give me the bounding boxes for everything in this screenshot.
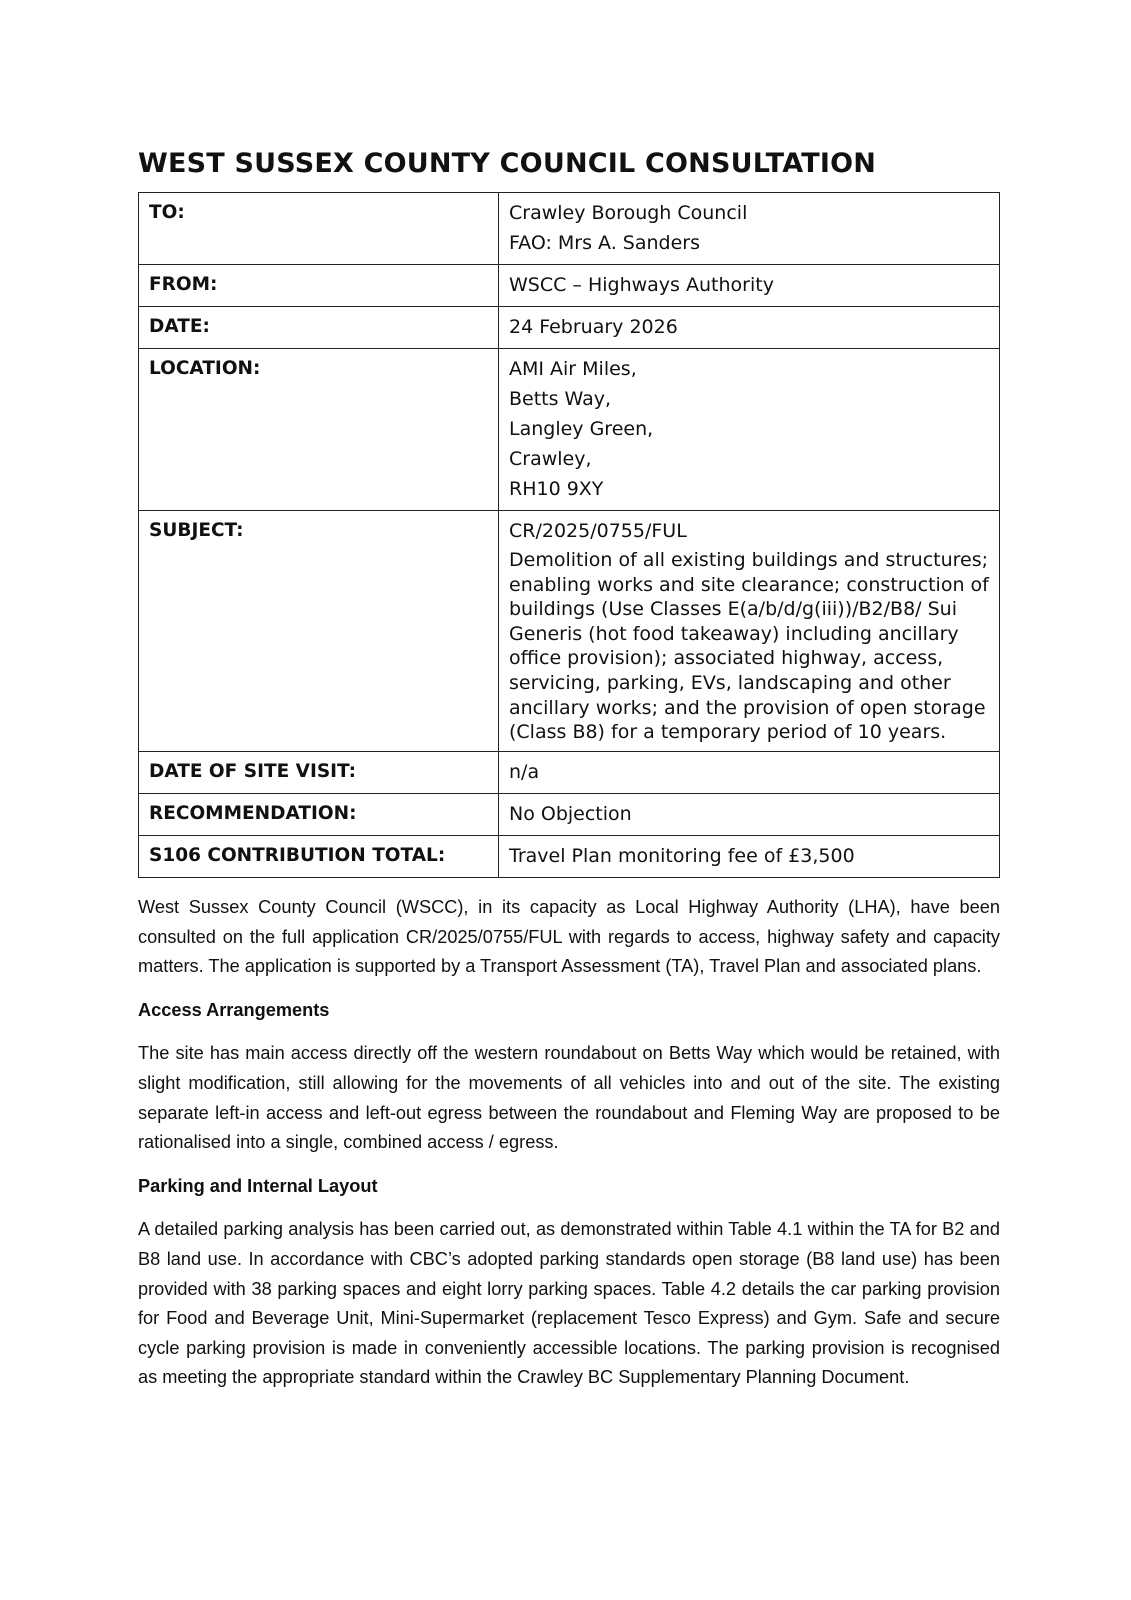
parking-heading: Parking and Internal Layout [138,1175,378,1196]
s106-label: S106 CONTRIBUTION TOTAL: [139,835,499,877]
from-label: FROM: [139,265,499,307]
location-line: Langley Green, [509,418,654,440]
parking-paragraph: A detailed parking analysis has been carried out, as demonstrated within Table 4.1 within the TA for B2 and B8 land use. In accordance with CBC’s adopted parking standards open storage (B8 land use) has been provided with 38 parking spaces and eight lorry parking spaces. Table 4.2 details the car parking provision for Food and Beverage Unit, Mini-Supermarket (replacement Tesco Express) and Gym. Safe and secure cycle parking provision is made in conveniently accessible locations. The parking provision is recognised as meeting the appropriate standard within the Crawley BC Supplementary Planning Document. [138,1219,1000,1388]
to-line: FAO: Mrs A. Sanders [509,232,701,254]
table-row-recommendation [139,793,1000,835]
date-label: DATE: [139,307,499,349]
to-value [499,193,1000,265]
recommendation-value: No Objection [499,793,1000,835]
intro-paragraph: West Sussex County Council (WSCC), in its capacity as Local Highway Authority (LHA), have been consulted on the full application CR/2025/0755/FUL with regards to access, highway safety and capacity matters. The application is supported by a Transport Assessment (TA), Travel Plan and associated plans. [138,897,1000,977]
subject-description: Demolition of all existing buildings and structures; enabling works and site clearance; construction of buildings (Use Classes E(a/b/d/g(iii))/B2/B8/ Sui Generis (hot food takeaway) including ancillary office provision); associated highway, access, servicing, parking, EVs, landscaping and other ancillary works; and the provision of open storage (Class B8) for a temporary period of 10 years. [509,549,989,744]
table-row-location [139,349,1000,511]
table-row-to [139,193,1000,265]
table-row-date [139,307,1000,349]
page-title: WEST SUSSEX COUNTY COUNCIL CONSULTATION [138,148,877,179]
location-label: LOCATION: [139,349,499,511]
s106-value: Travel Plan monitoring fee of £3,500 [499,835,1000,877]
to-label: TO: [139,193,499,265]
subject-value [499,511,1000,752]
table-row-from [139,265,1000,307]
table-row-s106 [139,835,1000,877]
site-visit-value: n/a [499,751,1000,793]
recommendation-label: RECOMMENDATION: [139,793,499,835]
access-heading: Access Arrangements [138,999,330,1020]
location-line: Crawley, [509,448,592,470]
location-line: AMI Air Miles, [509,358,637,380]
consultation-body [138,893,1000,1407]
table-row-site-visit [139,751,1000,793]
from-value: WSCC – Highways Authority [499,265,1000,307]
location-value [499,349,1000,511]
location-line: RH10 9XY [509,478,604,500]
subject-label: SUBJECT: [139,511,499,752]
date-value: 24 February 2026 [499,307,1000,349]
access-paragraph: The site has main access directly off the western roundabout on Betts Way which would be retained, with slight modification, still allowing for the movements of all vehicles into and out of the site. The existing separate left-in access and left-out egress between the roundabout and Fleming Way are proposed to be rationalised into a single, combined access / egress. [138,1043,1000,1153]
site-visit-label: DATE OF SITE VISIT: [139,751,499,793]
consultation-details-table [138,192,1000,878]
to-line: Crawley Borough Council [509,202,748,224]
location-line: Betts Way, [509,388,612,410]
table-row-subject [139,511,1000,752]
subject-reference: CR/2025/0755/FUL [509,520,687,542]
